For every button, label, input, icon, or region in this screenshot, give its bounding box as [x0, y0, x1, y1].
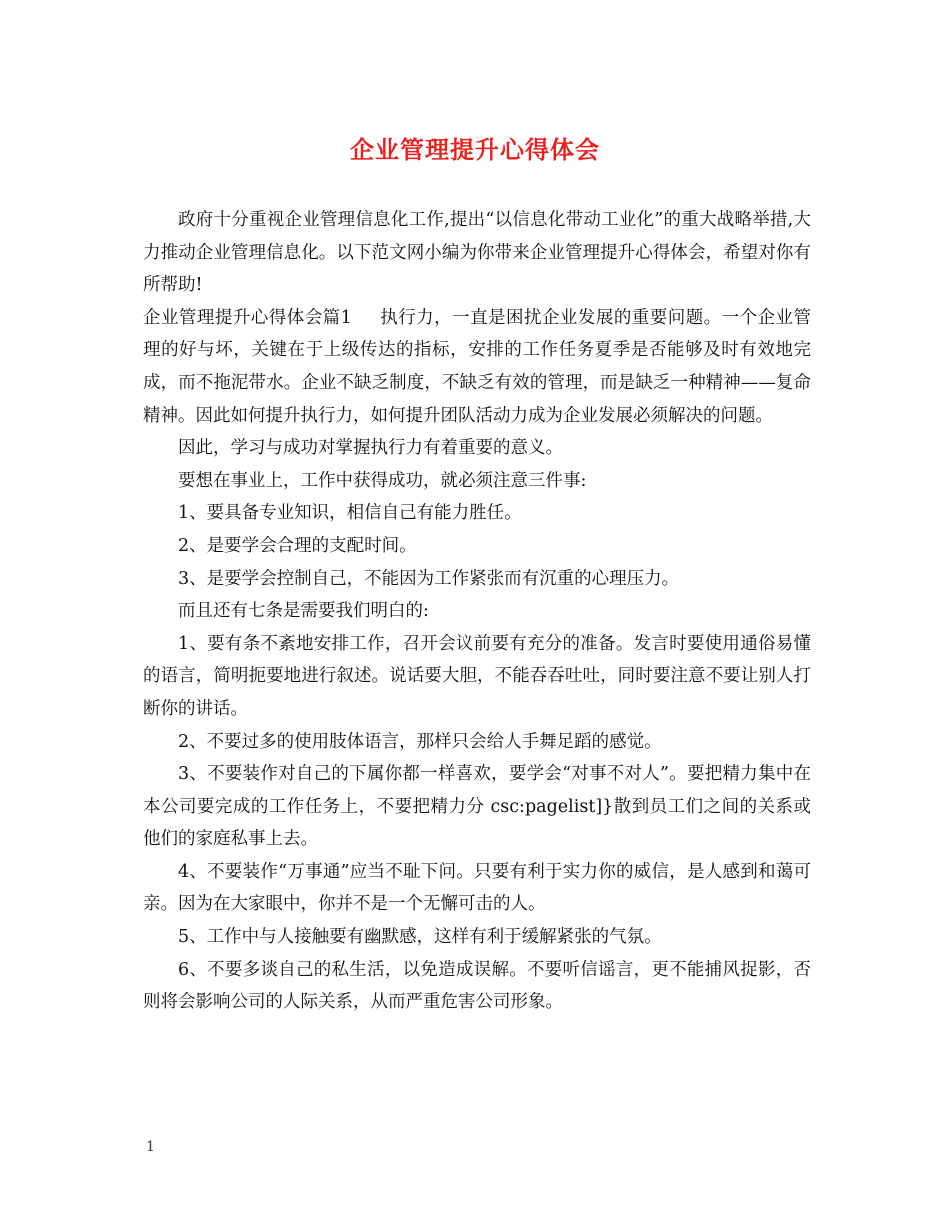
section-heading: 企业管理提升心得体会篇1: [143, 307, 352, 328]
paragraph: 3、是要学会控制自己，不能因为工作紧张而有沉重的心理压力。: [178, 568, 680, 589]
section-first-paragraph: 执行力，一直是困扰企业发展的重要问题。一个企业管理的好与坏，关键在于上级传达的指标，安排的工作任务夏季是否能够及时有效地完成，而不拖泥带水。企业不缺乏制度，不缺乏有效的管理，而是缺乏一种精神——复命精神。因此如何提升执行力，如何提升团队活动力成为企业发展必须解决的问题。: [143, 307, 811, 426]
paragraph: 5、工作中与人接触要有幽默感，这样有利于缓解紧张的气氛。: [178, 927, 662, 948]
paragraph: 1、要有条不紊地安排工作，召开会议前要有充分的准备。发言时要使用通俗易懂的语言，简明扼要地进行叙述。说话要大胆，不能吞吞吐吐，同时要注意不要让别人打断你的讲话。: [143, 633, 811, 719]
paragraph: 6、不要多谈自己的私生活，以免造成误解。不要听信谣言，更不能捕风捉影，否则将会影响公司的人际关系，从而严重危害公司形象。: [143, 959, 811, 1013]
section-paragraph: [143, 302, 811, 432]
paragraph: 2、是要学会合理的支配时间。: [178, 535, 417, 556]
paragraph: 4、不要装作“万事通”应当不耻下问。只要有利于实力你的威信，是人感到和蔼可亲。因为在大家眼中，你并不是一个无懈可击的人。: [143, 861, 811, 915]
page-number: 1: [146, 1139, 155, 1155]
paragraph: 2、不要过多的使用肢体语言，那样只会给人手舞足蹈的感觉。: [178, 731, 662, 752]
paragraph: 要想在事业上，工作中获得成功，就必须注意三件事:: [178, 470, 587, 491]
paragraph: 而且还有七条是需要我们明白的:: [178, 601, 429, 622]
paragraph: 因此，学习与成功对掌握执行力有着重要的意义。: [178, 438, 563, 459]
paragraph: 1、要具备专业知识，相信自己有能力胜任。: [178, 503, 522, 524]
document-body: [143, 204, 811, 1019]
intro-paragraph: 政府十分重视企业管理信息化工作,提出“以信息化带动工业化”的重大战略举措,大力推动企业管理信息化。以下范文网小编为你带来企业管理提升心得体会，希望对你有所帮助!: [143, 210, 811, 296]
document-title: 企业管理提升心得体会: [350, 135, 600, 164]
paragraph: 3、不要装作对自己的下属你都一样喜欢，要学会“对事不对人”。要把精力集中在本公司要完成的工作任务上，不要把精力分 csc:pagelist]}散到员工们之间的关系或他们的家庭私事上去。: [143, 764, 811, 850]
